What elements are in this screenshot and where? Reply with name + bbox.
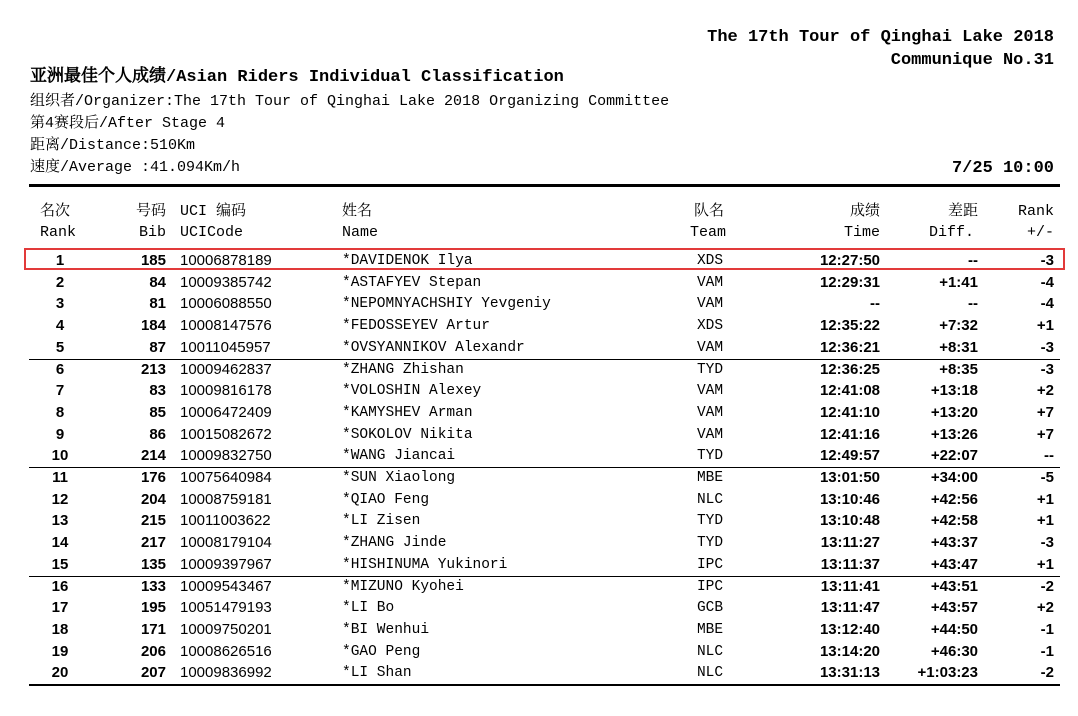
rank-change-cell: +7 [1036,403,1054,421]
team-cell: NLC [696,665,724,682]
table-row [0,532,1078,554]
uci-code-cell: 10008759181 [180,490,272,508]
team-cell: VAM [696,404,724,421]
diff-cell: +8:31 [939,338,978,356]
uci-code-cell: 10009462837 [180,360,272,378]
rank-cell: 9 [55,425,65,443]
rank-change-cell: -4 [1040,273,1054,291]
table-row [0,315,1078,337]
bib-cell: 171 [140,620,166,638]
rank-cell: 12 [51,490,69,508]
rank-change-cell: -3 [1040,252,1054,269]
table-row [0,359,1078,381]
rank-change-cell: +2 [1036,382,1054,400]
team-cell: VAM [696,296,724,313]
event-title: The 17th Tour of Qinghai Lake 2018 [707,28,1054,47]
time-cell: -- [870,295,880,313]
diff-cell: +43:51 [930,577,978,595]
rank-change-cell: +1 [1036,512,1054,530]
table-row [0,445,1078,467]
table-row [0,554,1078,576]
diff-cell: +13:18 [930,382,978,400]
rank-change-cell: -1 [1040,620,1054,638]
table-row [0,337,1078,359]
rank-change-cell: -4 [1040,295,1054,313]
rider-name-cell: *WANG Jiancai [342,448,456,465]
highlight-box [24,248,1065,270]
rank-cell: 15 [51,555,69,573]
bib-cell: 81 [149,295,166,313]
table-row [0,619,1078,641]
table-row [0,272,1078,294]
uci-code-cell: 10075640984 [180,469,272,486]
rider-name-cell: *LI Shan [342,665,412,682]
diff-cell: +43:47 [930,555,978,573]
rank-cell: 1 [55,252,65,269]
diff-cell: +42:58 [930,512,978,530]
diff-cell: +1:41 [939,273,978,291]
rider-name-cell: *ZHANG Zhishan [342,361,464,378]
rider-name-cell: *BI Wenhui [342,621,430,638]
diff-cell: +7:32 [939,317,978,335]
team-cell: MBE [696,621,724,638]
rank-cell: 2 [55,273,65,291]
col-name-en: Name [342,224,379,241]
uci-code-cell: 10009750201 [180,620,272,638]
rider-name-cell: *VOLOSHIN Alexey [342,383,482,400]
uci-code-cell: 10015082672 [180,425,272,443]
team-cell: VAM [696,274,724,291]
rank-change-cell: -1 [1040,642,1054,660]
rank-cell: 13 [51,512,69,530]
team-cell: TYD [696,448,724,465]
rank-change-cell: -- [1044,447,1054,465]
col-team-cn: 队名 [694,203,725,220]
table-row [0,293,1078,315]
table-row [0,467,1078,489]
team-cell: TYD [696,361,724,378]
table-row [0,380,1078,402]
rider-name-cell: *QIAO Feng [342,491,430,508]
time-cell: 13:31:13 [819,664,880,682]
diff-cell: -- [968,295,978,313]
time-cell: 12:29:31 [819,273,880,291]
rank-change-cell: -3 [1040,338,1054,356]
rank-cell: 20 [51,664,69,682]
diff-cell: +22:07 [930,447,978,465]
team-cell: GCB [696,600,724,617]
bib-cell: 204 [140,490,166,508]
time-cell: 13:11:27 [820,534,880,552]
bib-cell: 215 [140,512,166,530]
table-row [0,510,1078,532]
col-rank-cn: 名次 [40,203,71,220]
team-cell: TYD [696,513,724,530]
time-cell: 13:10:48 [819,512,880,530]
time-cell: 12:36:25 [819,360,880,378]
rank-cell: 4 [55,317,65,335]
datetime-stamp: 7/25 10:00 [951,159,1054,178]
col-name-cn: 姓名 [342,203,373,220]
table-row [0,489,1078,511]
bib-cell: 86 [149,425,166,443]
diff-cell: +13:20 [930,403,978,421]
uci-code-cell: 10009816178 [180,382,272,400]
team-cell: IPC [696,556,724,573]
team-cell: IPC [696,578,724,595]
col-uci-en: UCICode [180,224,244,241]
rank-change-cell: +1 [1036,555,1054,573]
uci-code-cell: 10006878189 [180,252,272,269]
classification-title: 亚洲最佳个人成绩/Asian Riders Individual Classification [30,68,564,87]
table-row [0,576,1078,598]
uci-code-cell: 10008179104 [180,534,272,552]
bib-cell: 214 [140,447,166,465]
time-cell: 12:36:21 [819,338,880,356]
col-time-cn: 成绩 [849,203,880,220]
col-bib-en: Bib [138,224,166,241]
team-cell: XDS [696,318,724,335]
rider-name-cell: *GAO Peng [342,643,421,660]
uci-code-cell: 10009543467 [180,577,272,595]
rank-change-cell: -2 [1040,577,1054,595]
time-cell: 12:41:08 [819,382,880,400]
bib-cell: 133 [140,577,166,595]
rank-cell: 3 [55,295,65,313]
time-cell: 13:11:37 [820,555,880,573]
time-cell: 12:49:57 [819,447,880,465]
team-cell: VAM [696,383,724,400]
rank-cell: 11 [52,469,68,486]
rank-cell: 8 [55,403,65,421]
rider-name-cell: *LI Zisen [342,513,421,530]
uci-code-cell: 10011003622 [180,512,271,530]
time-cell: 13:11:47 [820,599,880,617]
bib-cell: 176 [140,469,166,486]
time-cell: 12:41:16 [819,425,880,443]
bib-cell: 185 [140,252,166,269]
time-cell: 13:10:46 [819,490,880,508]
team-cell: TYD [696,535,724,552]
diff-cell: +43:37 [930,534,978,552]
rank-change-cell: -3 [1040,534,1054,552]
team-cell: XDS [696,253,724,269]
team-cell: MBE [696,470,724,486]
bib-cell: 87 [149,338,166,356]
diff-cell: +13:26 [930,425,978,443]
rank-cell: 5 [55,338,65,356]
bib-cell: 83 [149,382,166,400]
rider-name-cell: *NEPOMNYACHSHIY Yevgeniy [342,296,551,313]
time-cell: 12:35:22 [819,317,880,335]
communique-number: Communique No.31 [890,51,1054,70]
diff-cell: +42:56 [930,490,978,508]
distance-line: 距离/Distance:510Km [30,137,196,154]
stage-line: 第4赛段后/After Stage 4 [30,115,226,132]
organizer-line: 组织者/Organizer:The 17th Tour of Qinghai Lake 2018 Organizing Committee [30,93,670,110]
bib-cell: 184 [140,317,166,335]
diff-cell: +44:50 [930,620,978,638]
time-cell: 13:11:41 [820,577,880,595]
rank-cell: 16 [51,577,69,595]
rider-name-cell: *ASTAFYEV Stepan [342,274,482,291]
time-cell: 13:12:40 [819,620,880,638]
header-divider [29,184,1060,187]
uci-code-cell: 10006472409 [180,403,272,421]
col-rankchange-en: +/- [1026,224,1054,241]
uci-code-cell: 10006088550 [180,295,272,313]
bib-cell: 85 [149,403,166,421]
rider-name-cell: *LI Bo [342,600,395,617]
bib-cell: 217 [140,534,166,552]
time-cell: 12:27:50 [819,252,880,269]
team-cell: NLC [696,491,724,508]
uci-code-cell: 10009832750 [180,447,272,465]
col-diff-en: Diff. [928,224,974,241]
rank-change-cell: +2 [1036,599,1054,617]
bib-cell: 195 [140,599,166,617]
team-cell: VAM [696,339,724,356]
col-bib-cn: 号码 [135,203,166,220]
table-row [0,597,1078,619]
col-rankchange-cn: Rank [1017,203,1054,220]
col-team-en: Team [690,224,727,241]
group-divider [29,684,1060,686]
rider-name-cell: *HISHINUMA Yukinori [342,556,508,573]
team-cell: NLC [696,643,724,660]
rank-cell: 7 [55,382,65,400]
uci-code-cell: 10011045957 [180,338,271,356]
bib-cell: 84 [149,273,166,291]
diff-cell: +46:30 [930,642,978,660]
average-line: 速度/Average :41.094Km/h [30,159,241,176]
rider-name-cell: *FEDOSSEYEV Artur [342,318,490,335]
rank-cell: 10 [51,447,69,465]
rider-name-cell: *ZHANG Jinde [342,535,447,552]
uci-code-cell: 10008626516 [180,642,272,660]
uci-code-cell: 10009385742 [180,273,272,291]
col-uci-cn: UCI 编码 [180,203,247,220]
rider-name-cell: *DAVIDENOK Ilya [342,253,473,269]
rider-name-cell: *SOKOLOV Nikita [342,426,473,443]
diff-cell: +8:35 [939,360,978,378]
time-cell: 13:14:20 [819,642,880,660]
rank-change-cell: +1 [1036,490,1054,508]
diff-cell: -- [968,252,978,269]
uci-code-cell: 10008147576 [180,317,272,335]
rank-change-cell: -3 [1040,360,1054,378]
rank-cell: 14 [51,534,69,552]
time-cell: 13:01:50 [819,469,880,486]
table-row [0,641,1078,663]
bib-cell: 206 [140,642,166,660]
bib-cell: 207 [140,664,166,682]
rider-name-cell: *KAMYSHEV Arman [342,404,473,421]
diff-cell: +43:57 [930,599,978,617]
bib-cell: 213 [140,360,166,378]
rank-change-cell: +1 [1036,317,1054,335]
rank-change-cell: -5 [1040,469,1054,486]
table-row [0,662,1078,684]
time-cell: 12:41:10 [819,403,880,421]
rank-change-cell: +7 [1036,425,1054,443]
rank-cell: 18 [51,620,69,638]
rank-cell: 17 [51,599,69,617]
rider-name-cell: *MIZUNO Kyohei [342,578,464,595]
table-row [0,424,1078,446]
rider-name-cell: *SUN Xiaolong [342,470,456,486]
rider-name-cell: *OVSYANNIKOV Alexandr [342,339,525,356]
uci-code-cell: 10051479193 [180,599,272,617]
rank-cell: 6 [55,360,65,378]
table-row [0,402,1078,424]
uci-code-cell: 10009836992 [180,664,272,682]
col-rank-en: Rank [40,224,77,241]
col-diff-cn: 差距 [947,203,978,220]
col-time-en: Time [843,224,880,241]
bib-cell: 135 [140,555,166,573]
diff-cell: +1:03:23 [917,664,978,682]
team-cell: VAM [696,426,724,443]
diff-cell: +34:00 [930,469,978,486]
rank-cell: 19 [51,642,69,660]
rank-change-cell: -2 [1040,664,1054,682]
uci-code-cell: 10009397967 [180,555,272,573]
